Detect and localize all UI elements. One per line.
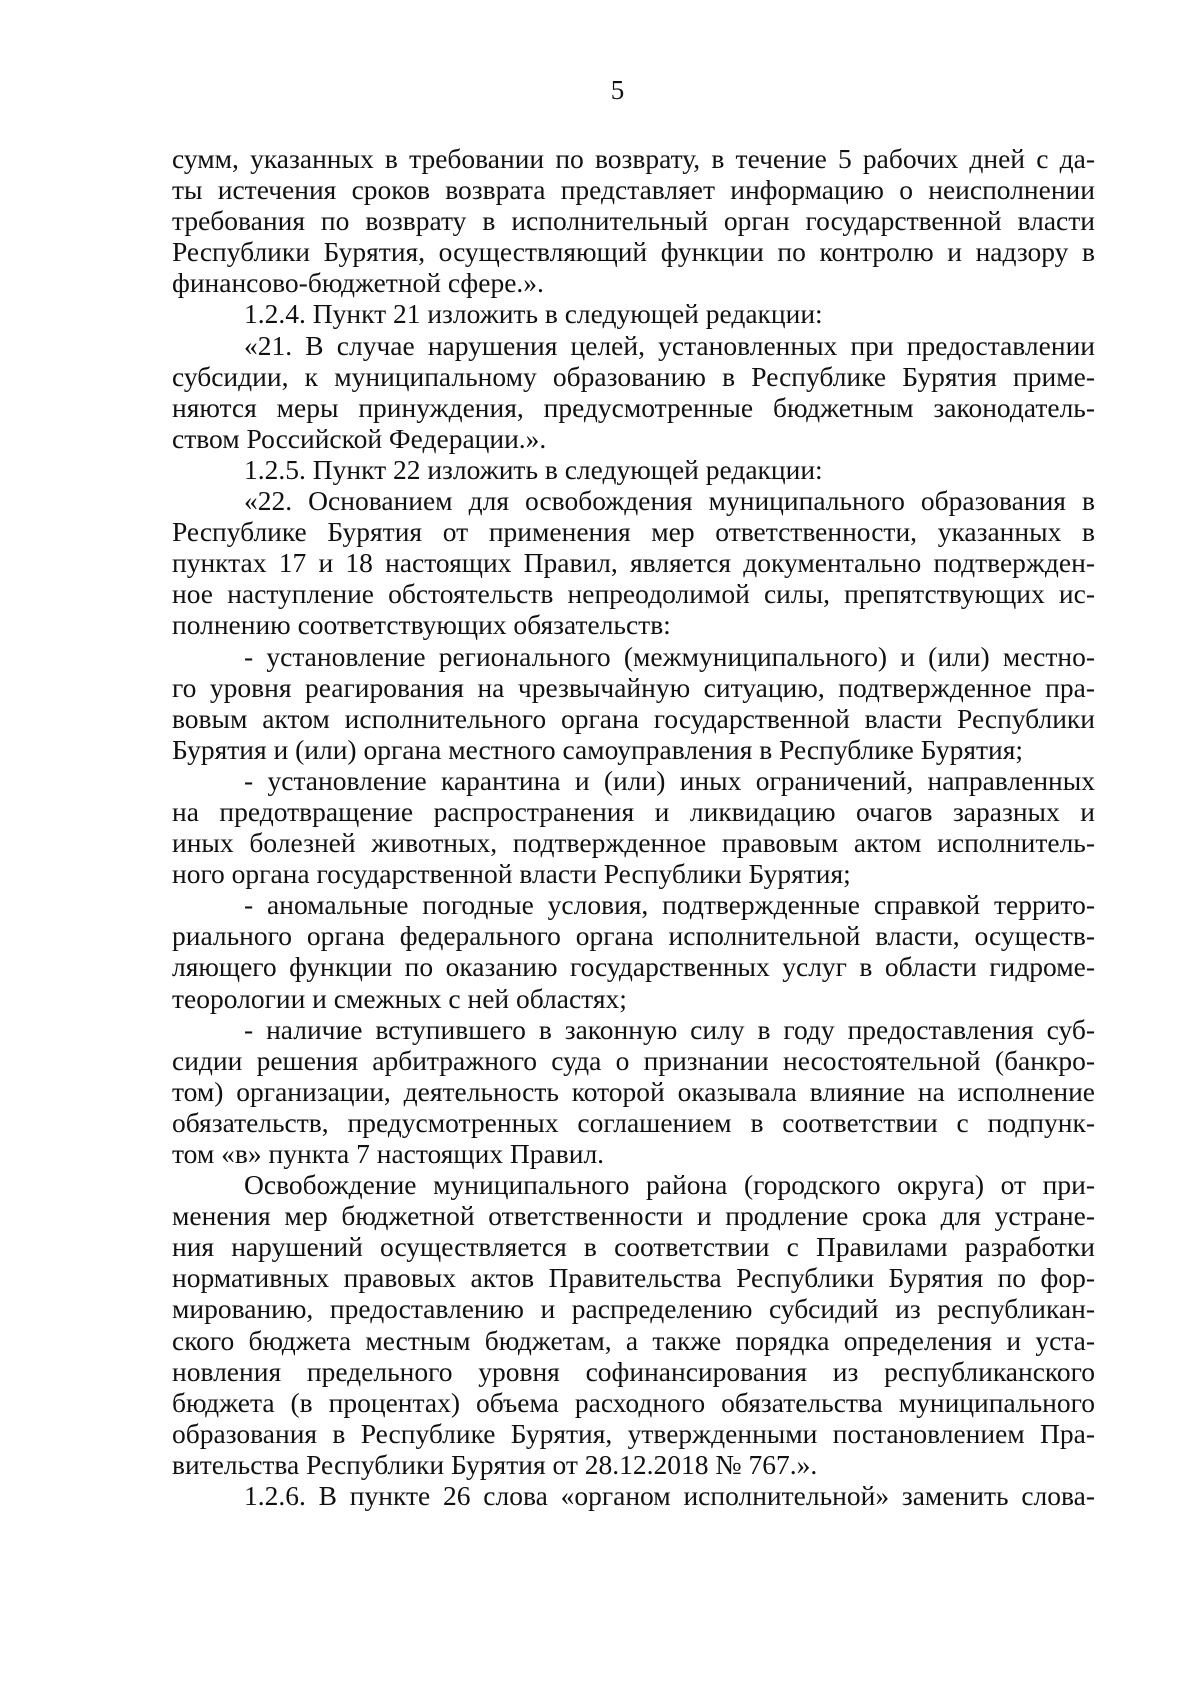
text-line: новления предельного уровня софинансирования из республиканского bbox=[172, 1355, 1095, 1387]
text-line: бюджета (в процентах) объема расходного обязательства муниципального bbox=[172, 1386, 1095, 1418]
text-line: няются меры принуждения, предусмотренные бюджетным законодатель- bbox=[172, 391, 1095, 423]
text-line: ством Российской Федерации.». bbox=[172, 422, 547, 454]
text-line: требования по возврату в исполнительный орган государственной власти bbox=[172, 205, 1095, 237]
text-line: 1.2.6. В пункте 26 слова «органом исполнительной» заменить слова- bbox=[244, 1480, 1095, 1512]
text-line: 1.2.4. Пункт 21 изложить в следующей редакции: bbox=[244, 298, 823, 330]
page-number: 5 bbox=[610, 75, 625, 105]
text-line: субсидии, к муниципальному образованию в Республике Бурятия приме- bbox=[172, 360, 1095, 392]
text-line: ляющего функции по оказанию государственных услуг в области гидроме- bbox=[172, 951, 1095, 983]
text-line: пунктах 17 и 18 настоящих Правил, является документально подтвержден- bbox=[172, 547, 1095, 579]
text-line: нормативных правовых актов Правительства Республики Бурятия по фор- bbox=[172, 1262, 1095, 1294]
text-line: го уровня реагирования на чрезвычайную ситуацию, подтвержденное пра- bbox=[172, 671, 1095, 703]
text-line: - установление карантина и (или) иных ограничений, направленных bbox=[244, 764, 1095, 796]
text-line: - установление регионального (межмуниципального) и (или) местно- bbox=[244, 640, 1095, 672]
text-line: сидии решения арбитражного суда о признании несостоятельной (банкро- bbox=[172, 1044, 1095, 1076]
text-line: теорологии и смежных с ней областях; bbox=[172, 982, 627, 1014]
text-line: Республике Бурятия от применения мер ответственности, указанных в bbox=[172, 516, 1095, 548]
text-line: на предотвращение распространения и ликвидацию очагов заразных и bbox=[172, 795, 1095, 827]
text-line: том) организации, деятельность которой оказывала влияние на исполнение bbox=[172, 1075, 1095, 1107]
text-line: вительства Республики Бурятия от 28.12.2018 № 767.». bbox=[172, 1448, 818, 1480]
text-line: сумм, указанных в требовании по возврату, в течение 5 рабочих дней с да- bbox=[172, 143, 1095, 174]
text-line: образования в Республике Бурятия, утвержденными постановлением Пра- bbox=[172, 1417, 1095, 1449]
text-line: «21. В случае нарушения целей, установленных при предоставлении bbox=[244, 329, 1095, 361]
text-line: иных болезней животных, подтвержденное правовым актом исполнитель- bbox=[172, 827, 1095, 859]
text-line: - наличие вступившего в законную силу в году предоставления суб- bbox=[244, 1013, 1095, 1045]
text-line: Освобождение муниципального района (городского округа) от при- bbox=[244, 1169, 1095, 1201]
text-line: том «в» пункта 7 настоящих Правил. bbox=[172, 1138, 605, 1169]
text-line: ния нарушений осуществляется в соответствии с Правилами разработки bbox=[172, 1231, 1095, 1263]
text-line: ского бюджета местным бюджетам, а также порядка определения и уста- bbox=[172, 1324, 1095, 1356]
text-line: ты истечения сроков возврата представляет информацию о неисполнении bbox=[172, 174, 1095, 206]
text-line: «22. Основанием для освобождения муниципального образования в bbox=[244, 485, 1095, 517]
text-line: - аномальные погодные условия, подтвержденные справкой террито- bbox=[244, 889, 1095, 921]
text-line: обязательств, предусмотренных соглашением в соответствии с подпунк- bbox=[172, 1106, 1095, 1138]
text-line: риального органа федерального органа исполнительной власти, осуществ- bbox=[172, 920, 1095, 952]
text-line: Республики Бурятия, осуществляющий функции по контролю и надзору в bbox=[172, 236, 1095, 268]
text-line: ное наступление обстоятельств непреодолимой силы, препятствующих ис- bbox=[172, 578, 1095, 610]
text-line: финансово-бюджетной сфере.». bbox=[172, 267, 544, 299]
text-line: ного органа государственной власти Республики Бурятия; bbox=[172, 858, 851, 890]
text-line: вовым актом исполнительного органа государственной власти Республики bbox=[172, 702, 1095, 734]
document-body bbox=[172, 143, 1095, 1511]
text-line: Бурятия и (или) органа местного самоуправления в Республике Бурятия; bbox=[172, 733, 1023, 765]
text-line: мированию, предоставлению и распределению субсидий из республикан- bbox=[172, 1293, 1095, 1325]
text-line: полнению соответствующих обязательств: bbox=[172, 609, 671, 641]
text-line: менения мер бюджетной ответственности и продление срока для устране- bbox=[172, 1200, 1095, 1232]
text-line: 1.2.5. Пункт 22 изложить в следующей редакции: bbox=[244, 453, 823, 485]
